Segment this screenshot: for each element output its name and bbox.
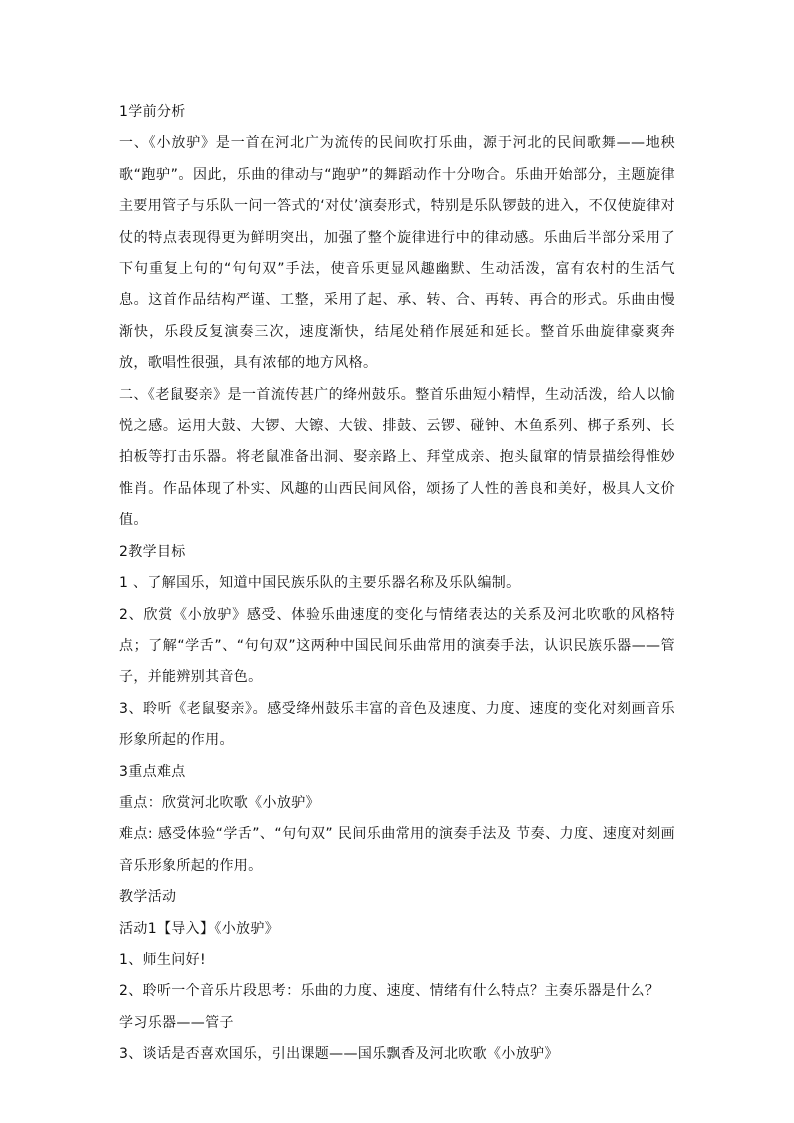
activity-1-title: 活动1【导入】《小放驴》 bbox=[119, 920, 280, 937]
paragraph-laoshuquqin-analysis: 二、《老鼠娶亲》是一首流传甚广的绛州鼓乐。整首乐曲短小精悍，生动活泼，给人以愉悦之感。运用大鼓、大锣、大镲、大钹、排鼓、云锣、碰钟、木鱼系列、梆子系列、长拍板等打击乐器。将老鼠准备出洞、娶亲路上、拜堂成亲、抱头鼠窜的情景描绘得惟妙惟肖。作品体现了朴实、风趣的山西民间风俗，颂扬了人性的善良和美好，极具人文价值。 bbox=[119, 386, 675, 529]
activity-instrument-note: 学习乐器——管子 bbox=[119, 1014, 234, 1031]
paragraph-xiaofanglv-analysis: 一、《小放驴》是一首在河北广为流传的民间吹打乐曲，源于河北的民间歌舞——地秧歌“跑驴”。因此，乐曲的律动与“跑驴”的舞蹈动作十分吻合。乐曲开始部分，主题旋律主要用管子与乐队一问一答式的‘对仗’演奏形式，特别是乐队锣鼓的进入，不仅使旋律对仗的特点表现得更为鲜明突出，加强了整个旋律进行中的律动感。乐曲后半部分采用了下句重复上句的“句句双”手法，使音乐更显风趣幽默、生动活泼，富有农村的生活气息。这首作品结构严谨、工整，采用了起、承、转、合、再转、再合的形式。乐曲由慢渐快，乐段反复演奏三次，速度渐快，结尾处稍作展延和延长。整首乐曲旋律豪爽奔放，歌唱性很强，具有浓郁的地方风格。 bbox=[119, 135, 675, 372]
objective-1: 1 、了解国乐，知道中国民族乐队的主要乐器名称及乐队编制。 bbox=[119, 575, 521, 592]
objective-3: 3、聆听《老鼠娶亲》。感受绛州鼓乐丰富的音色及速度、力度、速度的变化对刻画音乐形象所起的作用。 bbox=[119, 700, 675, 749]
heading-pre-lesson-analysis: 1学前分析 bbox=[119, 104, 186, 120]
activity-step-3: 3、谈话是否喜欢国乐，引出课题——国乐飘香及河北吹歌《小放驴》 bbox=[119, 1046, 559, 1063]
difficult-point: 难点: 感受体验“学舌”、“句句双” 民间乐曲常用的演奏手法及 节奏、力度、速度对刻画音乐形象所起的作用。 bbox=[119, 826, 675, 874]
objective-2: 2、欣赏《小放驴》感受、体验乐曲速度的变化与情绪表达的关系及河北吹歌的风格特点；了解“学舌”、“句句双”这两种中国民间乐曲常用的演奏手法，认识民族乐器——管子，并能辨别其音色。 bbox=[119, 606, 675, 686]
activity-step-2: 2、聆听一个音乐片段思考：乐曲的力度、速度、情绪有什么特点？主奏乐器是什么？ bbox=[119, 983, 660, 1000]
key-point: 重点：欣赏河北吹歌《小放驴》 bbox=[119, 794, 320, 811]
heading-teaching-objectives: 2教学目标 bbox=[119, 543, 186, 560]
activity-step-1: 1、师生问好! bbox=[119, 951, 206, 968]
heading-key-difficult-points: 3重点难点 bbox=[119, 763, 186, 780]
document-body bbox=[119, 97, 675, 1071]
heading-teaching-activities: 教学活动 bbox=[119, 889, 177, 906]
